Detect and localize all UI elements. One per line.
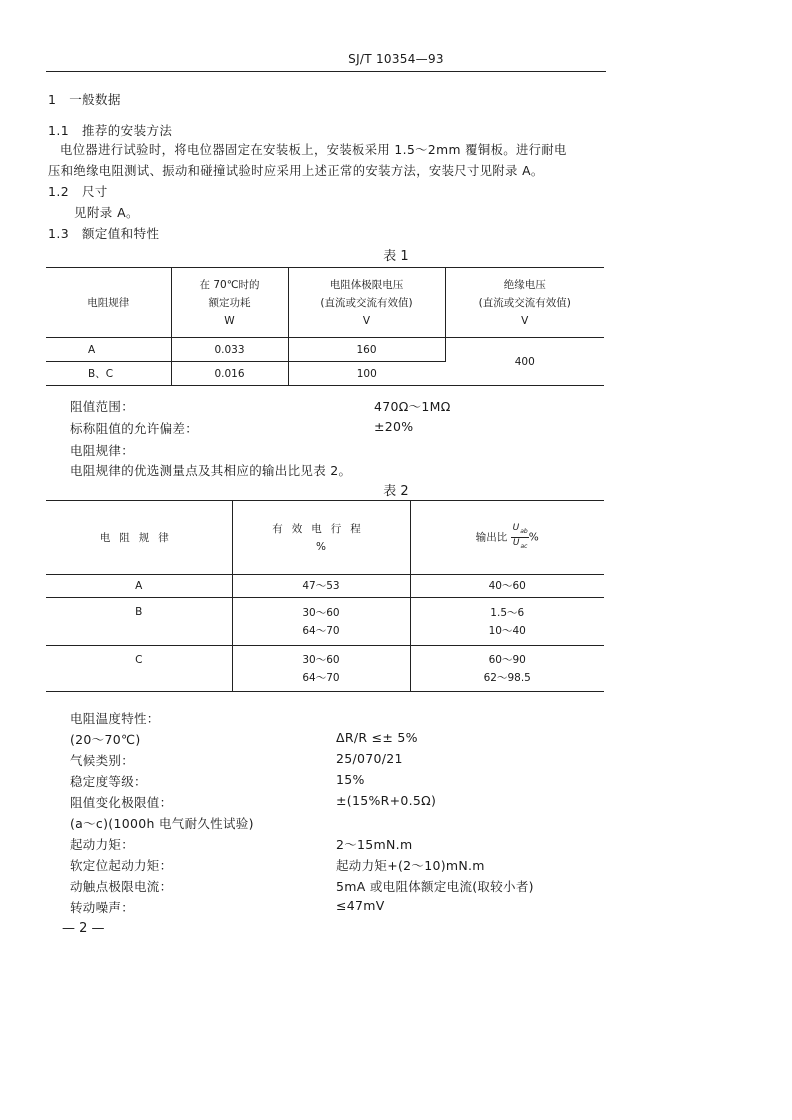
spec-value: ±(15%R+0.5Ω) xyxy=(336,793,437,808)
section-heading: 1 一般数据 xyxy=(48,92,121,107)
t1-voltage-a: 160 xyxy=(288,338,445,362)
spec-value: ≤47mV xyxy=(336,898,385,913)
subsection-1-1-line2: 压和绝缘电阻测试、振动和碰撞试验时应采用上述正常的安装方法，安装尺寸见附录 A。 xyxy=(48,164,544,178)
spec-value: 起动力矩+(2～10)mN.m xyxy=(336,858,485,873)
table-row xyxy=(46,646,604,692)
table2-caption: 表 2 xyxy=(383,484,409,499)
t1-law-a: A xyxy=(46,338,171,362)
page-number: — 2 — xyxy=(62,921,105,936)
subsection-1-1-title: 1.1 推荐的安装方法 xyxy=(48,123,173,138)
t2-law-b: B xyxy=(46,598,232,646)
t2-travel-c: 30～60 64～70 xyxy=(232,646,410,692)
t2-output-a: 40～60 xyxy=(410,575,604,598)
spec-value: 25/070/21 xyxy=(336,751,403,766)
spec-value: ΔR/R ≤± 5% xyxy=(336,730,418,745)
t2-header-travel: 有效电行程 % xyxy=(232,501,410,575)
spec-label: 气候类别： xyxy=(70,753,135,768)
document-number: SJ/T 10354—93 xyxy=(348,52,444,66)
t1-insulation: 400 xyxy=(445,338,604,386)
t1-header-limit-voltage: 电阻体极限电压 (直流或交流有效值) V xyxy=(288,268,445,338)
spec-label: 软定位起动力矩： xyxy=(70,858,173,873)
spec-value-tolerance: ±20% xyxy=(374,419,414,434)
t2-header-output: 输出比 $\frac{U_{ab}}{U_{ac}}$ % xyxy=(410,501,604,575)
spec-label: 稳定度等级： xyxy=(70,774,147,789)
t2-header-law: 电阻规律 xyxy=(46,501,232,575)
law-heading: 电阻规律： xyxy=(70,443,135,458)
t1-header-insulation-voltage: 绝缘电压 (直流或交流有效值) V xyxy=(445,268,604,338)
spec-value: 2～15mN.m xyxy=(336,837,413,852)
t2-output-c: 60～90 62～98.5 xyxy=(483,653,531,684)
table-row xyxy=(46,575,604,598)
t1-header-law: 电阻规律 xyxy=(46,268,171,338)
t2-law-c: C xyxy=(46,646,232,692)
subsection-1-2-text: 见附录 A。 xyxy=(74,205,139,220)
subsection-1-1-line1: 电位器进行试验时，将电位器固定在安装板上，安装板采用 1.5～2mm 覆铜板。进行耐电 xyxy=(60,143,567,157)
t2-travel-b: 30～60 64～70 xyxy=(232,598,410,646)
subsection-1-3-title: 1.3 额定值和特性 xyxy=(48,226,160,241)
spec-label: 电阻温度特性： xyxy=(70,711,160,726)
t2-output-b: 1.5～6 10～40 xyxy=(410,598,604,646)
spec-label: (20～70℃) xyxy=(70,732,141,747)
t2-law-a: A xyxy=(46,575,232,598)
output-ratio-fraction: $\frac{U_{ab}}{U_{ac}}$ xyxy=(512,523,528,550)
t2-travel-a: 47～53 xyxy=(232,575,410,598)
subsection-1-2-title: 1.2 尺寸 xyxy=(48,184,108,199)
spec-label: 动触点极限电流： xyxy=(70,879,173,894)
spec-value: 5mA 或电阻体额定电流(取较小者) xyxy=(336,879,534,894)
table1-caption: 表 1 xyxy=(383,249,409,264)
law-text: 电阻规律的优选测量点及其相应的输出比见表 2。 xyxy=(70,463,352,478)
spec-label: 转动噪声： xyxy=(70,900,135,915)
spec-label-tolerance: 标称阻值的允许偏差： xyxy=(70,421,199,436)
table2 xyxy=(46,500,604,692)
t1-voltage-bc: 100 xyxy=(288,362,445,386)
t1-header-power: 在 70℃时的 额定功耗 W xyxy=(171,268,288,338)
spec-value-resistance-range: 470Ω～1MΩ xyxy=(374,399,451,414)
t1-power-a: 0.033 xyxy=(171,338,288,362)
spec-label: (a～c)(1000h 电气耐久性试验) xyxy=(70,816,254,831)
spec-label: 阻值变化极限值： xyxy=(70,795,173,810)
spec-value: 15% xyxy=(336,772,365,787)
table1 xyxy=(46,267,604,386)
header-rule xyxy=(46,71,606,72)
t1-power-bc: 0.016 xyxy=(171,362,288,386)
table-row xyxy=(46,598,604,646)
spec-label: 起动力矩： xyxy=(70,837,135,852)
table-row xyxy=(46,338,604,362)
spec-label-resistance-range: 阻值范围： xyxy=(70,399,135,414)
t1-law-bc: B、C xyxy=(46,362,171,386)
